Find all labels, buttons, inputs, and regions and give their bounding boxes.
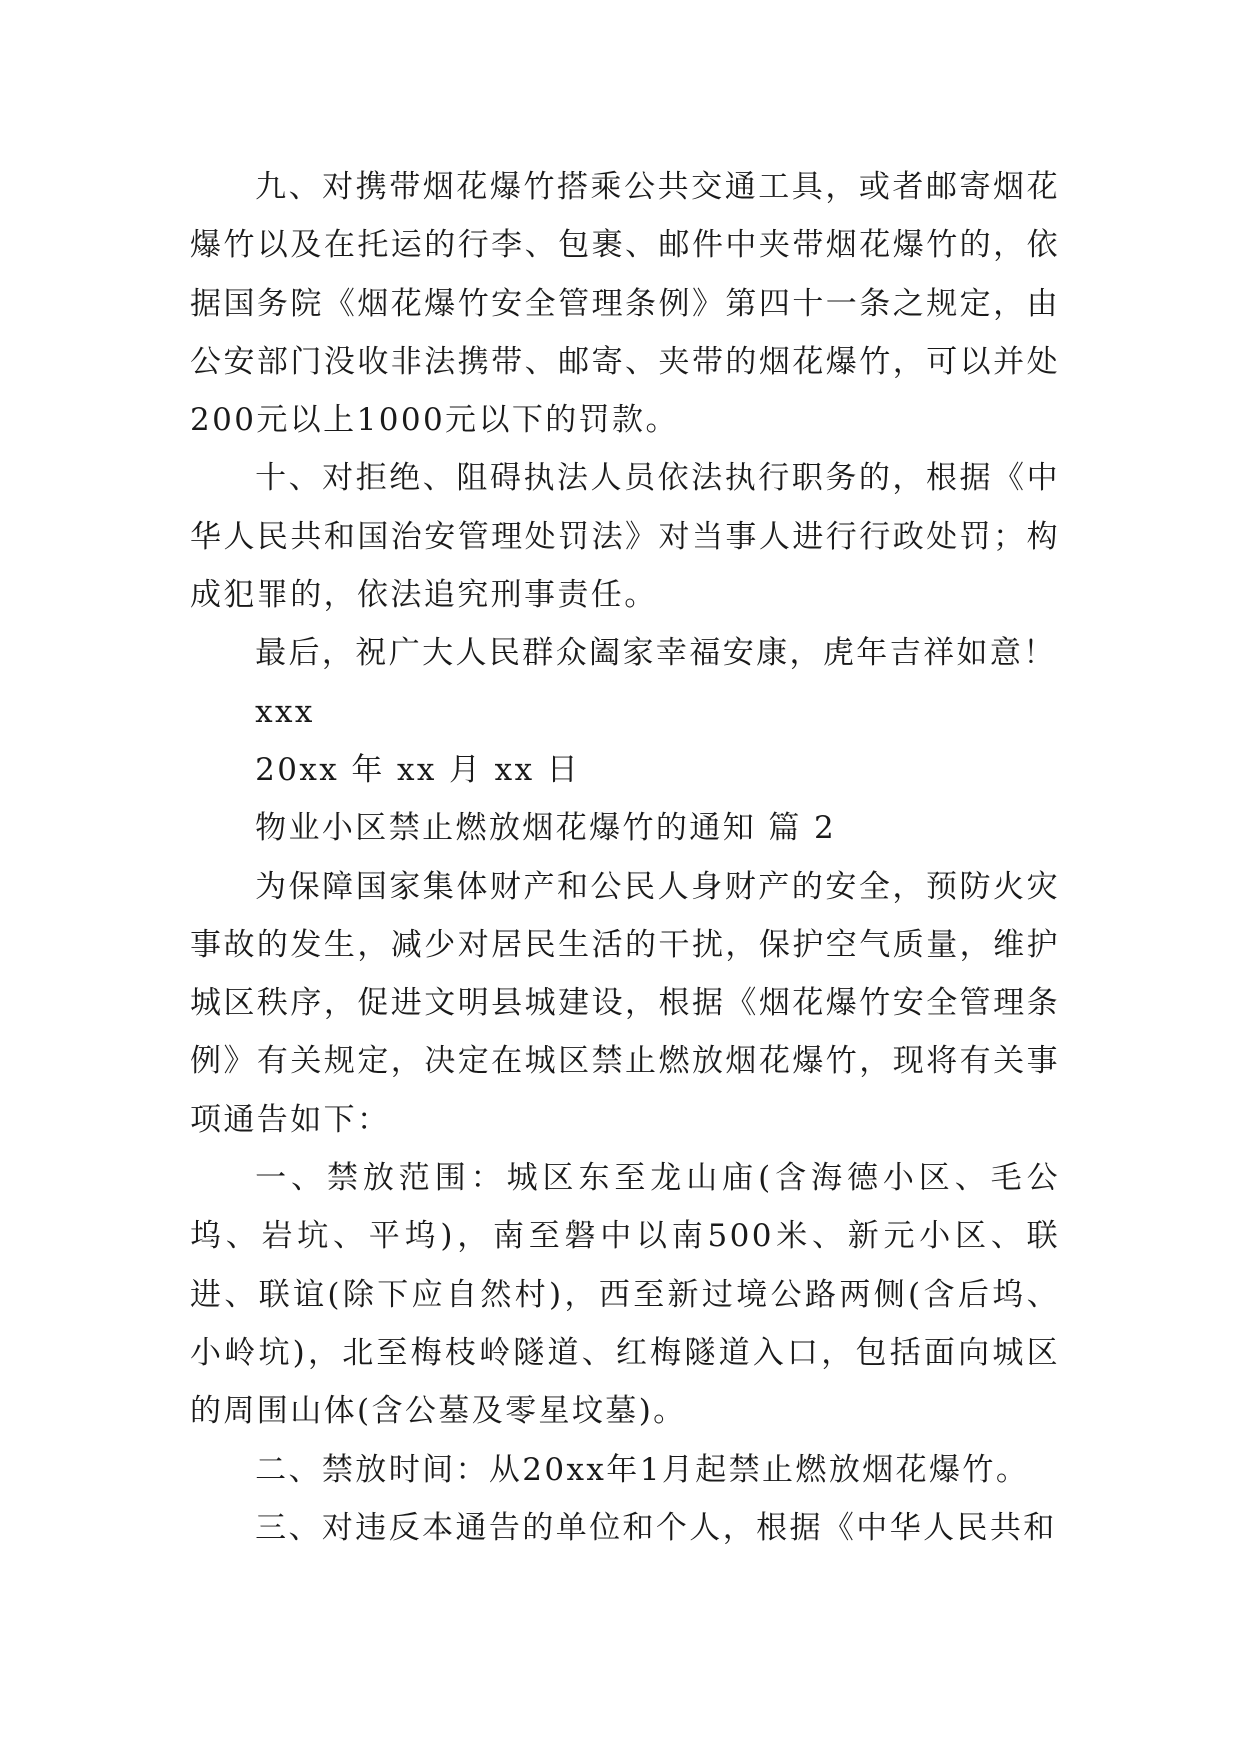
paragraph-ten: 十、对拒绝、阻碍执法人员依法执行职务的，根据《中华人民共和国治安管理处罚法》对当事人进行行政处罚；构成犯罪的，依法追究刑事责任。	[190, 460, 1060, 614]
date-line: 20xx 年 xx 月 xx 日	[255, 751, 581, 788]
violation-paragraph: 三、对违反本通告的单位和个人，根据《中华人民共和	[255, 1509, 1057, 1546]
document-body	[190, 158, 1060, 1557]
section-title: 物业小区禁止燃放烟花爆竹的通知 篇 2	[255, 810, 837, 847]
ban-scope-paragraph: 一、禁放范围：城区东至龙山庙(含海德小区、毛公坞、岩坑、平坞)，南至磐中以南500米、新元小区、联进、联谊(除下应自然村)，西至新过境公路两侧(含后坞、小岭坑)，北至梅枝岭隧道、红梅隧道入口，包括面向城区的周围山体(含公墓及零星坟墓)。	[190, 1160, 1060, 1430]
signature: xxx	[255, 693, 315, 730]
closing-wish: 最后，祝广大人民群众阖家幸福安康，虎年吉祥如意！	[255, 635, 1057, 672]
section-intro-paragraph: 为保障国家集体财产和公民人身财产的安全，预防火灾事故的发生，减少对居民生活的干扰，保护空气质量，维护城区秩序，促进文明县城建设，根据《烟花爆竹安全管理条例》有关规定，决定在城区禁止燃放烟花爆竹，现将有关事项通告如下：	[190, 868, 1060, 1138]
ban-time-paragraph: 二、禁放时间：从20xx年1月起禁止燃放烟花爆竹。	[255, 1451, 1030, 1488]
paragraph-nine: 九、对携带烟花爆竹搭乘公共交通工具，或者邮寄烟花爆竹以及在托运的行李、包裹、邮件中夹带烟花爆竹的，依据国务院《烟花爆竹安全管理条例》第四十一条之规定，由公安部门没收非法携带、邮寄、夹带的烟花爆竹，可以并处200元以上1000元以下的罚款。	[190, 169, 1060, 439]
